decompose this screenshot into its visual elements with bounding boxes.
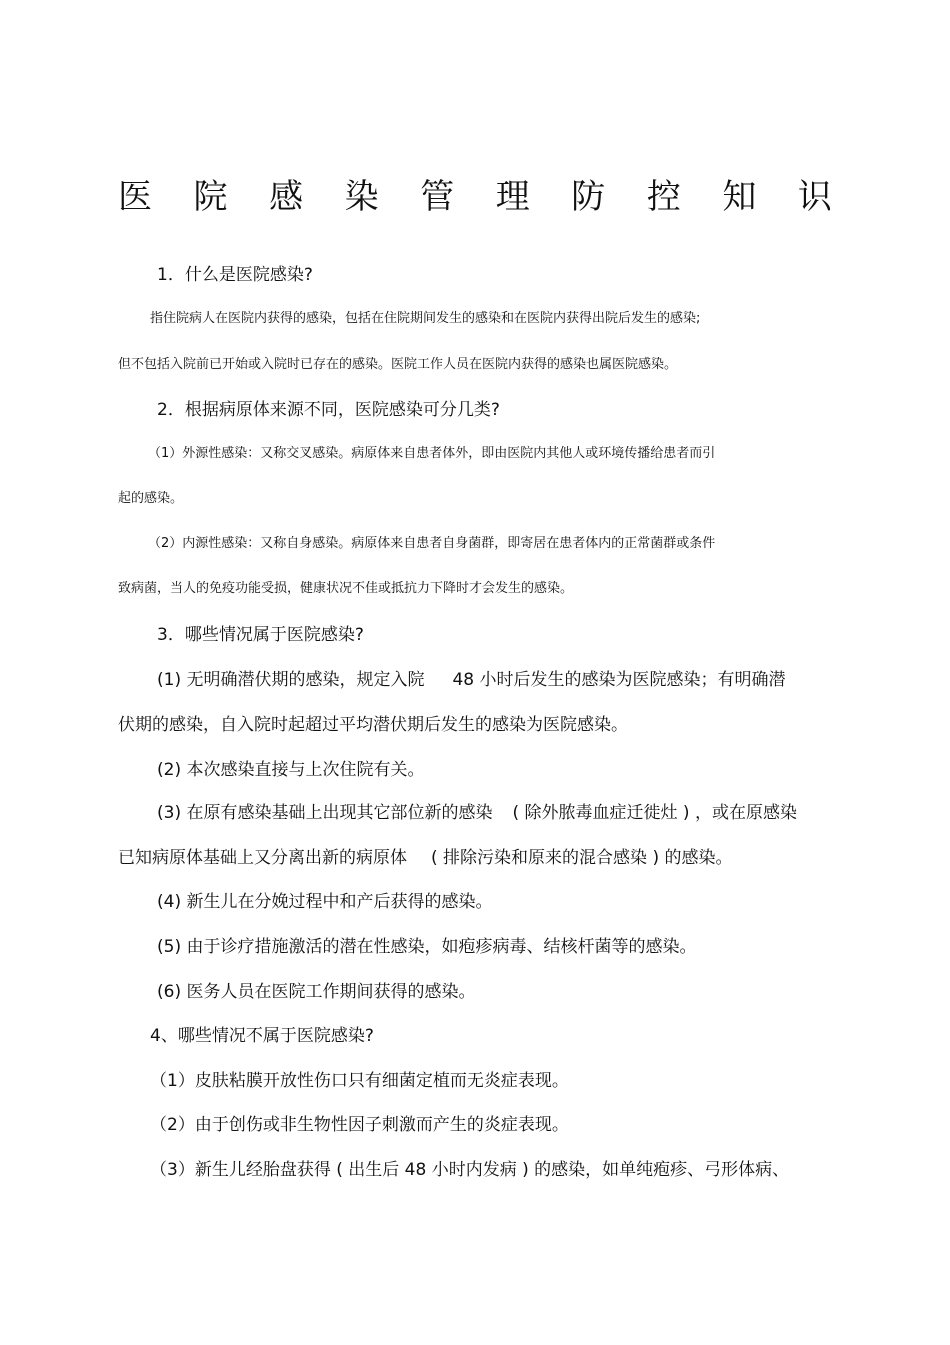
answer-3-item-5: (5) 由于诊疗措施激活的潜在性感染，如疱疹病毒、结核杆菌等的感染。 (157, 937, 697, 957)
answer-3-item-1-line-1 (157, 665, 786, 690)
title-char: 知 (722, 176, 757, 217)
title-char: 防 (571, 176, 606, 217)
answer-4-item-1: （1）皮肤粘膜开放性伤口只有细菌定植而无炎症表现。 (150, 1071, 569, 1091)
title-char: 医 (118, 176, 152, 217)
text-segment: 48 小时后发生的感染为医院感染；有明确潜 (452, 670, 786, 690)
text-segment: 已知病原体基础上又分离出新的病原体 (118, 848, 407, 868)
text-segment: ( 排除污染和原来的混合感染 ) 的感染。 (431, 848, 733, 868)
answer-4-item-2: （2）由于创伤或非生物性因子刺激而产生的炎症表现。 (150, 1115, 569, 1135)
answer-1-line-2: 但不包括入院前已开始或入院时已存在的感染。医院工作人员在医院内获得的感染也属医院感染。 (118, 357, 678, 372)
answer-3-item-4: (4) 新生儿在分娩过程中和产后获得的感染。 (157, 892, 493, 912)
text-segment: (3) 在原有感染基础上出现其它部位新的感染 (157, 803, 493, 823)
answer-3-item-3-line-1 (157, 798, 797, 823)
answer-2-item-2-line-1: （2）内源性感染：又称自身感染。病原体来自患者自身菌群，即寄居在患者体内的正常菌群或条件 (148, 536, 716, 551)
question-1-heading: 1．什么是医院感染? (157, 265, 313, 285)
answer-2-item-2-line-2: 致病菌，当人的免疫功能受损，健康状况不佳或抵抗力下降时才会发生的感染。 (118, 581, 574, 596)
answer-3-item-3-line-2 (118, 843, 732, 868)
title-char: 管 (420, 176, 455, 217)
question-4-heading: 4、哪些情况不属于医院感染? (150, 1026, 374, 1046)
title-char: 染 (344, 176, 379, 217)
answer-3-item-1-line-2: 伏期的感染，自入院时起超过平均潜伏期后发生的感染为医院感染。 (118, 715, 628, 735)
answer-3-item-6: (6) 医务人员在医院工作期间获得的感染。 (157, 982, 476, 1002)
title-char: 院 (193, 176, 228, 217)
title-char: 理 (495, 176, 530, 217)
page-title (118, 168, 832, 218)
text-segment: ( 除外脓毒血症迁徙灶 ) ，或在原感染 (512, 803, 797, 823)
answer-2-item-1-line-2: 起的感染。 (118, 491, 184, 506)
title-char: 识 (797, 176, 832, 217)
question-3-heading: 3．哪些情况属于医院感染? (157, 625, 364, 645)
title-char: 感 (269, 176, 304, 217)
answer-1-line-1: 指住院病人在医院内获得的感染，包括在住院期间发生的感染和在医院内获得出院后发生的感染; (150, 311, 701, 326)
text-segment: (1) 无明确潜伏期的感染，规定入院 (157, 670, 425, 690)
title-char: 控 (646, 176, 681, 217)
answer-3-item-2: (2) 本次感染直接与上次住院有关。 (157, 760, 425, 780)
answer-2-item-1-line-1: （1）外源性感染：又称交叉感染。病原体来自患者体外，即由医院内其他人或环境传播给患者而引 (148, 446, 716, 461)
answer-4-item-3: （3）新生儿经胎盘获得 ( 出生后 48 小时内发病 ) 的感染，如单纯疱疹、弓形体病、 (150, 1160, 790, 1180)
question-2-heading: 2．根据病原体来源不同，医院感染可分几类? (157, 400, 500, 420)
